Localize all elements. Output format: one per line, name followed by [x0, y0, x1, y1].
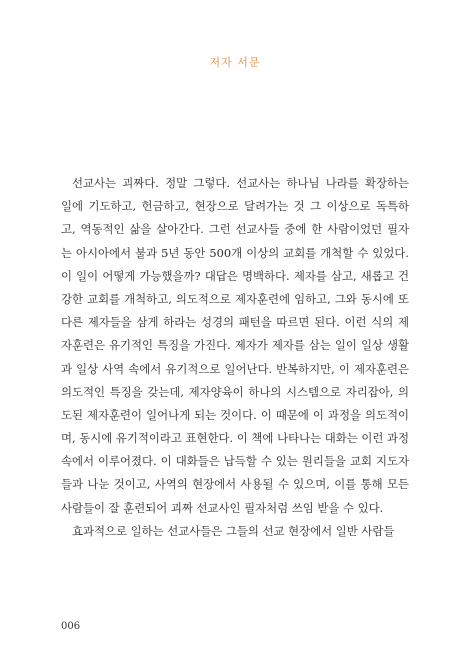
section-title: 저자 서문 — [209, 56, 261, 69]
text-line: 속에서 이루어졌다. 이 대화들은 납득할 수 있는 원리들을 교회 지도자 — [61, 454, 409, 469]
text-line: 들과 나눈 것이고, 사역의 현장에서 사용될 수 있으며, 이를 통해 모든 — [61, 477, 409, 492]
text-line: 이 일이 어떻게 가능했을까? 대답은 명백하다. 제자를 삼고, 새롭고 건 — [61, 268, 409, 283]
text-line: 과 일상 사역 속에서 유기적으로 일어난다. 반복하지만, 이 제자훈련은 — [61, 361, 409, 376]
text-line: 는 아시아에서 불과 5년 동안 500개 이상의 교회를 개척할 수 있었다. — [61, 245, 409, 260]
text-line: 자훈련은 유기적인 특징을 가진다. 제자가 제자를 삼는 일이 일상 생활 — [61, 338, 409, 353]
text-line: 효과적으로 일하는 선교사들은 그들의 선교 현장에서 일반 사람들 — [72, 523, 395, 538]
text-line: 며, 동시에 유기적이라고 표현한다. 이 책에 나타나는 대화는 이런 과정 — [61, 431, 409, 446]
text-line: 다른 제자들을 삼게 하라는 성경의 패턴을 따르면 된다. 이런 식의 제 — [61, 315, 409, 330]
text-line: 일에 기도하고, 헌금하고, 현장으로 달려가는 것 그 이상으로 독특하 — [61, 199, 409, 214]
text-line: 강한 교회를 개척하고, 의도적으로 제자훈련에 임하고, 그와 동시에 또 — [61, 291, 409, 306]
body-text — [61, 172, 409, 543]
text-line: 의도적인 특징을 갖는데, 제자양육이 하나의 시스템으로 자리잡아, 의 — [61, 384, 409, 399]
text-line: 선교사는 괴짜다. 정말 그렇다. 선교사는 하나님 나라를 확장하는 — [72, 176, 409, 190]
page-number: 006 — [61, 621, 81, 632]
text-line: 고, 역동적인 삶을 살아간다. 그런 선교사들 중에 한 사람이었던 필자 — [61, 222, 409, 237]
text-line: 사람들이 잘 훈련되어 괴짜 선교사인 필자처럼 쓰임 받을 수 있다. — [61, 500, 384, 515]
text-line: 도된 제자훈련이 일어나게 되는 것이다. 이 때문에 이 과정을 의도적이 — [61, 407, 409, 422]
